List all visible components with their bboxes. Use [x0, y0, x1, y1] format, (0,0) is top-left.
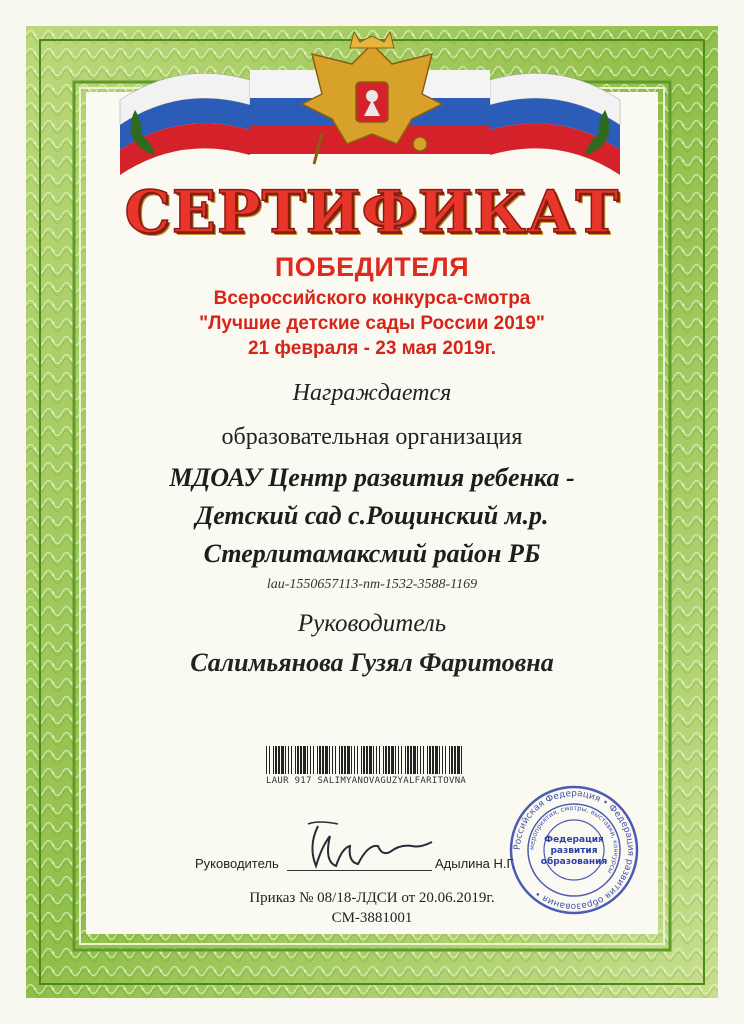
barcode-bar — [266, 746, 267, 774]
barcode-bar — [344, 746, 346, 774]
barcode-bar — [427, 746, 428, 774]
barcode-bar — [319, 746, 321, 774]
barcode-bar — [395, 746, 396, 774]
handwritten-signature — [278, 816, 448, 876]
signature-role-label: Руководитель — [195, 856, 279, 871]
barcode-bar — [401, 746, 402, 774]
barcode-bar — [439, 746, 440, 774]
barcode-bar — [451, 746, 453, 774]
barcode-bar — [269, 746, 270, 774]
organization-name-line-1: МДОАУ Центр развития ребенка - — [169, 463, 575, 492]
barcode — [264, 746, 464, 774]
awarded-label: Награждается — [292, 380, 452, 406]
contest-name-line-2: "Лучшие детские сады России 2019" — [199, 313, 545, 334]
role-label: Руководитель — [297, 610, 447, 637]
barcode-bar — [291, 746, 292, 774]
barcode-bar — [281, 746, 284, 774]
recipient-name: Салимьянова Гузял Фаритовна — [190, 648, 554, 677]
barcode-bar — [391, 746, 394, 774]
certificate-number: СМ-3881001 — [331, 910, 413, 926]
signatory-name: Адылина Н.Г. — [435, 856, 516, 871]
barcode-bar — [310, 746, 311, 774]
barcode-bar — [341, 746, 343, 774]
stamp-center-line-1: Федерация — [544, 835, 604, 845]
contest-dates: 21 февраля - 23 мая 2019г. — [248, 338, 496, 359]
certificate-title: СЕРТИФИКАТ — [124, 178, 620, 246]
barcode-bar — [335, 746, 336, 774]
barcode-bar — [442, 746, 443, 774]
barcode-bar — [363, 746, 365, 774]
barcode-bar — [354, 746, 355, 774]
barcode-bar — [449, 746, 450, 774]
stamp-inner-text: мероприятия, смотры, выставки, конкурсы — [527, 803, 621, 875]
barcode-bar — [332, 746, 333, 774]
barcode-bar — [303, 746, 306, 774]
barcode-bar — [275, 746, 277, 774]
organization-type: образовательная организация — [221, 424, 523, 450]
barcode-bar — [285, 746, 286, 774]
barcode-bar — [376, 746, 377, 774]
barcode-bar — [432, 746, 434, 774]
barcode-bar — [445, 746, 446, 774]
barcode-bar — [322, 746, 324, 774]
barcode-bar — [435, 746, 438, 774]
barcode-bar — [351, 746, 352, 774]
barcode-bar — [405, 746, 406, 774]
barcode-bar — [373, 746, 374, 774]
barcode-bar — [288, 746, 289, 774]
barcode-bar — [385, 746, 387, 774]
barcode-bar — [407, 746, 409, 774]
barcode-bar — [300, 746, 302, 774]
barcode-bar — [295, 746, 296, 774]
barcode-bar — [307, 746, 308, 774]
barcode-bar — [347, 746, 350, 774]
barcode-bar — [339, 746, 340, 774]
organization-name-line-3: Стерлитамаксмий район РБ — [203, 539, 541, 568]
barcode-bar — [317, 746, 318, 774]
barcode-bar — [329, 746, 330, 774]
certificate-subtitle: ПОБЕДИТЕЛЯ — [274, 252, 470, 282]
barcode-bar — [413, 746, 416, 774]
barcode-bar — [297, 746, 299, 774]
stamp-center-line-2: развития — [550, 846, 598, 856]
barcode-bar — [398, 746, 399, 774]
barcode-bar — [369, 746, 372, 774]
barcode-bar — [454, 746, 456, 774]
barcode-bar — [410, 746, 412, 774]
coat-of-arms-emblem — [292, 24, 452, 174]
stamp-outer-text: Российская Федерация • Федерация развития образования • — [512, 788, 636, 912]
barcode-bar — [429, 746, 431, 774]
barcode-text: LAUR 917 SALIMYANOVAGUZYALFARITOVNA — [266, 776, 467, 786]
barcode-bar — [420, 746, 421, 774]
barcode-bar — [278, 746, 280, 774]
barcode-bar — [461, 746, 462, 774]
contest-name-line-1: Всероссийского конкурса-смотра — [213, 288, 531, 309]
barcode-bar — [357, 746, 358, 774]
organization-name-line-2: Детский сад с.Рощинский м.р. — [195, 501, 549, 530]
barcode-bar — [417, 746, 418, 774]
barcode-bar — [325, 746, 328, 774]
order-reference: Приказ № 08/18-ЛДСИ от 20.06.2019г. — [249, 890, 495, 906]
barcode-bar — [366, 746, 368, 774]
barcode-bar — [457, 746, 460, 774]
barcode-bar — [379, 746, 380, 774]
barcode-bar — [273, 746, 274, 774]
barcode-bar — [388, 746, 390, 774]
barcode-bar — [383, 746, 384, 774]
barcode-bar — [313, 746, 314, 774]
barcode-bar — [361, 746, 362, 774]
barcode-bar — [423, 746, 424, 774]
registration-code: lau-1550657113-nm-1532-3588-1169 — [266, 577, 478, 592]
stamp-center-line-3: образования — [540, 857, 608, 867]
